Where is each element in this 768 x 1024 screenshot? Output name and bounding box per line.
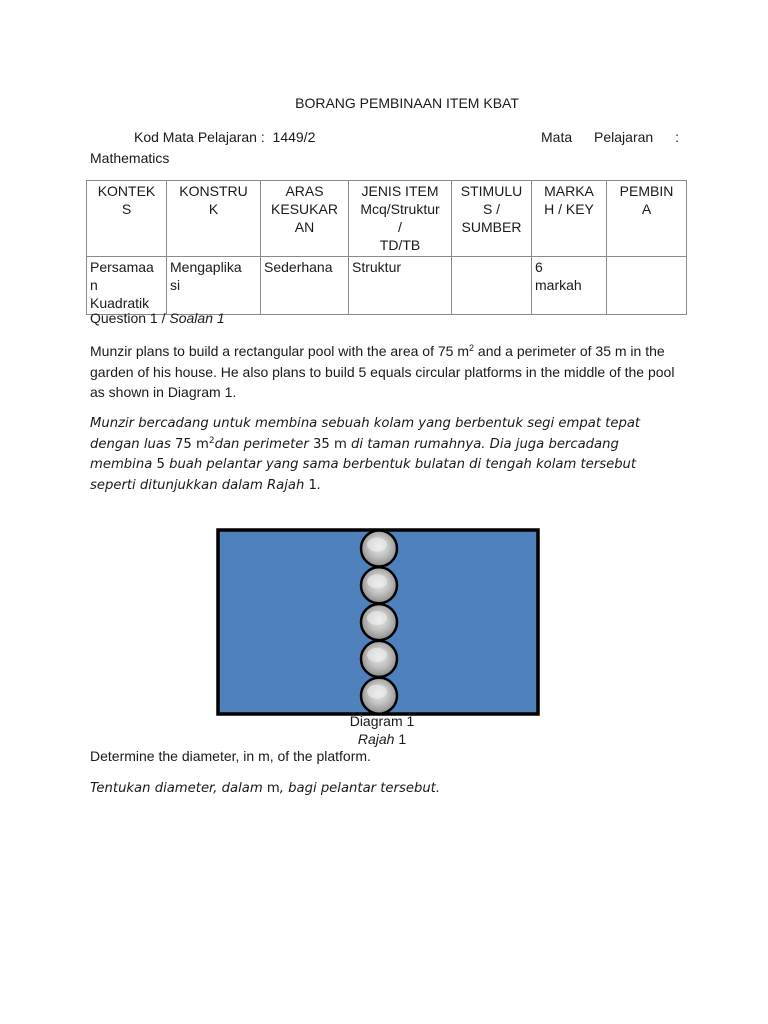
subject-label-word1: Mata xyxy=(541,129,573,145)
cell-line: Mengaplika xyxy=(170,259,242,275)
malay-text-part: . xyxy=(316,477,322,493)
header-line: KONSTRU xyxy=(179,183,248,199)
cell-line: Persamaa xyxy=(90,259,154,275)
header-pembina xyxy=(607,181,687,257)
english-text-part: Munzir plans to build a rectangular pool with the area of 75 m xyxy=(90,343,469,359)
header-line: PEMBIN xyxy=(619,183,674,199)
cell-line: Kuadratik xyxy=(90,295,150,311)
diagram-caption-en: Diagram 1 xyxy=(349,713,415,729)
subject-code-label: Kod Mata Pelajaran : xyxy=(134,129,265,145)
header-line: KESUKAR xyxy=(271,201,338,217)
malay-number: 5 xyxy=(156,457,165,472)
header-line: / xyxy=(398,219,402,235)
header-line: MARKA xyxy=(544,183,594,199)
cell-markah xyxy=(532,257,607,315)
question-label-en: Question 1 / xyxy=(90,310,166,326)
header-line: TD/TB xyxy=(379,237,421,253)
subject-code-value: 1449/2 xyxy=(272,129,316,145)
circular-platform-icon xyxy=(361,531,397,567)
cell-konteks xyxy=(87,257,167,315)
circular-platform-icon xyxy=(361,641,397,677)
cell-konstruk xyxy=(167,257,261,315)
cell-line: 6 xyxy=(535,259,543,275)
header-line: KONTEK xyxy=(97,183,156,199)
cell-line: n xyxy=(90,277,98,293)
header-line: ARAS xyxy=(285,183,324,199)
header-line: S xyxy=(121,201,132,217)
malay-text-part: di taman rumahnya. Dia juga bercadang membina xyxy=(90,436,619,472)
header-line: JENIS ITEM xyxy=(361,183,439,199)
subject-code-line xyxy=(134,127,315,147)
question-label-my: Soalan 1 xyxy=(169,310,225,326)
header-line: Mcq/Struktur xyxy=(360,201,440,217)
malay-text-part: Munzir bercadang untuk membina sebuah kolam yang berbentuk segi empat tepat dengan luas xyxy=(90,416,641,452)
question-my-part: , bagi pelantar tersebut. xyxy=(279,781,441,796)
header-konteks xyxy=(87,181,167,257)
form-title: BORANG PEMBINAAN ITEM KBAT xyxy=(295,95,519,111)
circular-platform-icon xyxy=(361,678,397,714)
subject-label-word2: Pelajaran xyxy=(594,129,654,145)
cell-line: si xyxy=(170,277,181,293)
cell-aras xyxy=(261,257,349,315)
question-label xyxy=(90,308,225,328)
malay-number: 1 xyxy=(308,477,317,493)
subject-value: Mathematics xyxy=(90,150,170,166)
malay-text-part: buah pelantar yang sama berbentuk bulatan di tengah kolam tersebut seperti ditunjukkan dalam Rajah xyxy=(90,457,637,493)
question-text-malay xyxy=(90,414,680,496)
determine-question-my xyxy=(90,779,440,799)
header-markah xyxy=(532,181,607,257)
diagram-1 xyxy=(216,528,540,716)
superscript-2: 2 xyxy=(208,435,215,446)
cell-line: markah xyxy=(535,277,582,293)
header-line: K xyxy=(208,201,219,217)
platforms-group xyxy=(361,531,397,714)
cell-jenis-item xyxy=(349,257,452,315)
pool-diagram-svg xyxy=(216,528,540,716)
subject-label-colon: : xyxy=(675,129,679,145)
item-info-table xyxy=(86,180,687,315)
header-line: AN xyxy=(294,219,315,235)
table-header-row xyxy=(87,181,687,257)
question-my-part: Tentukan diameter, dalam xyxy=(90,781,267,796)
question-my-unit: m xyxy=(266,781,280,796)
header-line: STIMULU xyxy=(460,183,523,199)
header-aras xyxy=(261,181,349,257)
header-line: A xyxy=(641,201,652,217)
header-konstruk xyxy=(167,181,261,257)
header-jenis-item xyxy=(349,181,452,257)
cell-stimulus xyxy=(452,257,532,315)
header-line: S / xyxy=(482,201,501,217)
table-row xyxy=(87,257,687,315)
cell-pembina xyxy=(607,257,687,315)
header-line: SUMBER xyxy=(461,219,522,235)
determine-question-en: Determine the diameter, in m, of the platform. xyxy=(90,748,371,764)
malay-text-part: dan perimeter xyxy=(214,436,314,452)
diagram-caption-my-number: 1 xyxy=(394,731,407,747)
header-stimulus xyxy=(452,181,532,257)
question-text-english xyxy=(90,341,680,403)
cell-line: Sederhana xyxy=(264,259,333,275)
header-line: H / KEY xyxy=(544,201,594,217)
circular-platform-icon xyxy=(361,604,397,640)
subject-label xyxy=(541,127,679,147)
cell-line: Struktur xyxy=(352,259,402,275)
english-text-part: and a perimeter of 35 m in the garden of his house. He also plans to build 5 equals circular platforms in the middle of the pool as shown in Diagram 1. xyxy=(90,343,675,400)
malay-number: 75 m xyxy=(175,436,209,452)
circular-platform-icon xyxy=(361,567,397,603)
malay-number: 35 m xyxy=(313,436,347,452)
superscript-2: 2 xyxy=(469,343,475,353)
diagram-caption-my-word: Rajah xyxy=(357,731,395,747)
